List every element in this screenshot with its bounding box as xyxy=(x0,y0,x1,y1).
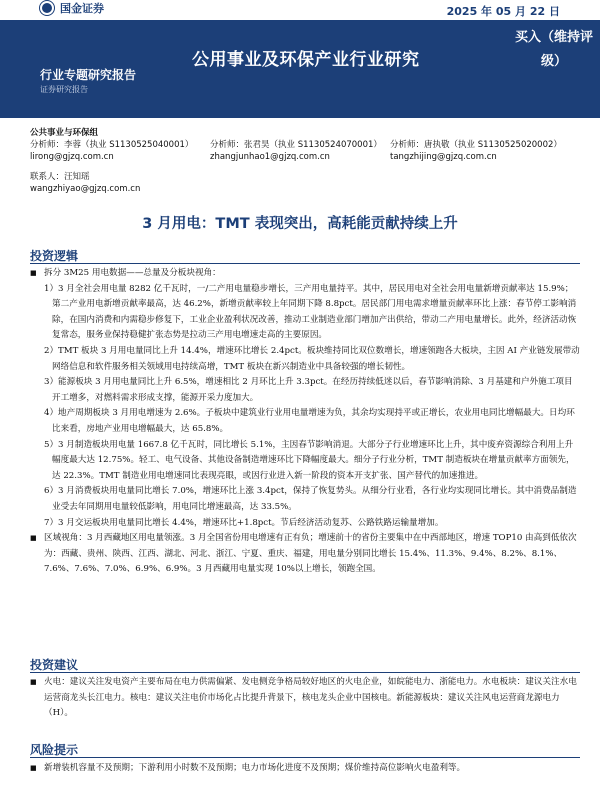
logo-text: 国金证券 xyxy=(60,2,104,15)
report-banner xyxy=(0,0,600,118)
logic-item-2: 2）TMT 板块 3 月用电量同比上升 14.4%，增速环比增长 2.4pct。板块维持同比双位数增长，增速领跑各大板块，主因 AI 产业链发展带动网络信息和软件服务相关领域用电持续高增，TMT 板块在新兴制造业中具备较强的增长韧性。 xyxy=(44,345,580,372)
analyst-email[interactable]: zhangjunhao1@gjzq.com.cn xyxy=(210,152,330,162)
analyst-email[interactable]: tangzhijing@gjzq.com.cn xyxy=(390,152,497,162)
analyst-row xyxy=(30,139,580,163)
report-date: 2025 年 05 月 22 日 xyxy=(446,5,560,18)
report-title: 公用事业及环保产业行业研究 xyxy=(192,50,420,70)
section-title-advice: 投资建议 xyxy=(30,658,79,672)
logic-item-1: 1）3 月全社会用电量 8282 亿千瓦时，一/二产用电量稳步增长，三产用电量持平。其中，居民用电对全社会用电量新增贡献率达 15.9%；第二产业用电新增贡献率最高，达 46.2%，新增贡献率较上年同期下降 8.8pct。居民部门用电需求增量贡献率环比上涨：春节停工影响消除，在国内消费和内需稳步修复下，工业企业盈利状况改善，推动工业制造业部门增加产出供给，带动二产用电量增长。此外，经济活动恢复常态，服务业保持稳健扩张态势是拉动三产用电增速走高的主要原因。 xyxy=(44,283,577,341)
analyst-info xyxy=(30,127,580,195)
analyst-label: 分析师：张君昊（执业 S1130524070001） xyxy=(210,140,382,150)
analyst-1 xyxy=(30,139,210,163)
company-logo xyxy=(40,0,104,16)
logic-item-4: 4）地产周期板块 3 月用电增速为 2.6%。子板块中建筑业行业用电量增速为负，其余均实现持平或正增长，农业用电同比增幅最大。日均环比来看，房地产业用电增幅最大，达 65.8%。 xyxy=(44,408,575,434)
contact-label: 联系人：汪知瑶 xyxy=(30,172,90,182)
logic-item-6: 6）3 月消费板块用电量同比增长 7.0%，增速环比上涨 3.4pct，保持了恢复势头。从细分行业看，各行业均实现同比增长。其中消费品制造业受去年同期用电量较低影响，用电同比增速最高，达 33.5%。 xyxy=(44,486,577,512)
report-headline: 3 月用电：TMT 表现突出，高耗能贡献持续上升 xyxy=(142,216,458,232)
sector-name: 公共事业与环保组 xyxy=(30,128,99,138)
section-divider xyxy=(30,672,580,673)
report-subtype: 证券研究报告 xyxy=(40,85,88,94)
section-divider xyxy=(30,757,580,758)
logic-item-3: 3）能源板块 3 月用电量同比上升 6.5%，增速相比 2 月环比上升 3.3pct。在经历持续低迷以后，春节影响消除、3 月基建和户外施工项目开工增多，对燃料需求形成支撑，能源开采力度加大。 xyxy=(44,377,573,403)
section-title-risk: 风险提示 xyxy=(30,743,79,757)
logic-body xyxy=(30,266,580,578)
analyst-2 xyxy=(210,139,390,163)
logic-region: ■ 区域视角：3 月西藏地区用电量领涨。3 月全国省份用电增速有正有负；增速前十的省份主要集中在中西部地区，增速 TOP10 由高到低依次为：西藏、贵州、陕西、江西、湖北、河北、浙江、宁夏、重庆、福建，用电量分别同比增长 15.4%、11.3%、9.4%、8.2%、8.1%、7.6%、7.6%、7.0%、6.9%、6.9%。3 月西藏用电量实现 10%以上增长，领跑全国。 xyxy=(30,531,580,578)
logo-mark-icon xyxy=(40,1,54,15)
rating-badge: 买入（维持评级） xyxy=(514,30,593,69)
section-title-logic: 投资逻辑 xyxy=(30,249,79,263)
analyst-email[interactable]: lirong@gjzq.com.cn xyxy=(30,152,114,162)
logic-intro: ■ 拆分 3M25 用电数据——总量及分板块视角： xyxy=(30,266,580,282)
logic-item-7: 7）3 月交运板块用电量同比增长 4.4%，增速环比+1.8pct。节后经济活动复苏、公路铁路运输量增加。 xyxy=(44,517,444,528)
report-type: 行业专题研究报告 xyxy=(40,68,137,82)
analyst-label: 分析师：唐执敬（执业 S1130525020002） xyxy=(390,140,562,150)
advice-text: ■ 火电：建议关注发电资产主要布局在电力供需偏紧、发电侧竞争格局较好地区的火电企业，如皖能电力、浙能电力。水电板块：建议关注水电运营商龙头长江电力。核电：建议关注电价市场化占比提升背景下，核电龙头企业中国核电。新能源板块：建议关注风电运营商龙源电力（H）。 xyxy=(30,675,580,722)
logic-item-5: 5）3 月制造板块用电量 1667.8 亿千瓦时，同比增长 5.1%，主因春节影响消退。大部分子行业增速环比上升，其中废弃资源综合利用上升幅度最大达 12.75%。轻工、电气设备、其他设备制造增速环比下降幅度最大。细分子行业分析，TMT 制造板块在增量贡献率方面领先，达 22.3%。TMT 制造业用电增速同比表现亮眼，或因行业进入新一阶段的资本开支扩张、国产替代的加速推进。 xyxy=(44,439,575,481)
analyst-3 xyxy=(390,139,570,163)
risk-text: ■ 新增装机容量不及预期；下游利用小时数不及预期；电力市场化进度不及预期；煤价维持高位影响火电盈利等。 xyxy=(30,761,580,777)
section-divider xyxy=(30,263,580,264)
risk-body xyxy=(30,761,580,777)
contact-email[interactable]: wangzhiyao@gjzq.com.cn xyxy=(30,184,141,194)
analyst-label: 分析师：李蓉（执业 S1130525040001） xyxy=(30,140,194,150)
advice-body xyxy=(30,675,580,722)
